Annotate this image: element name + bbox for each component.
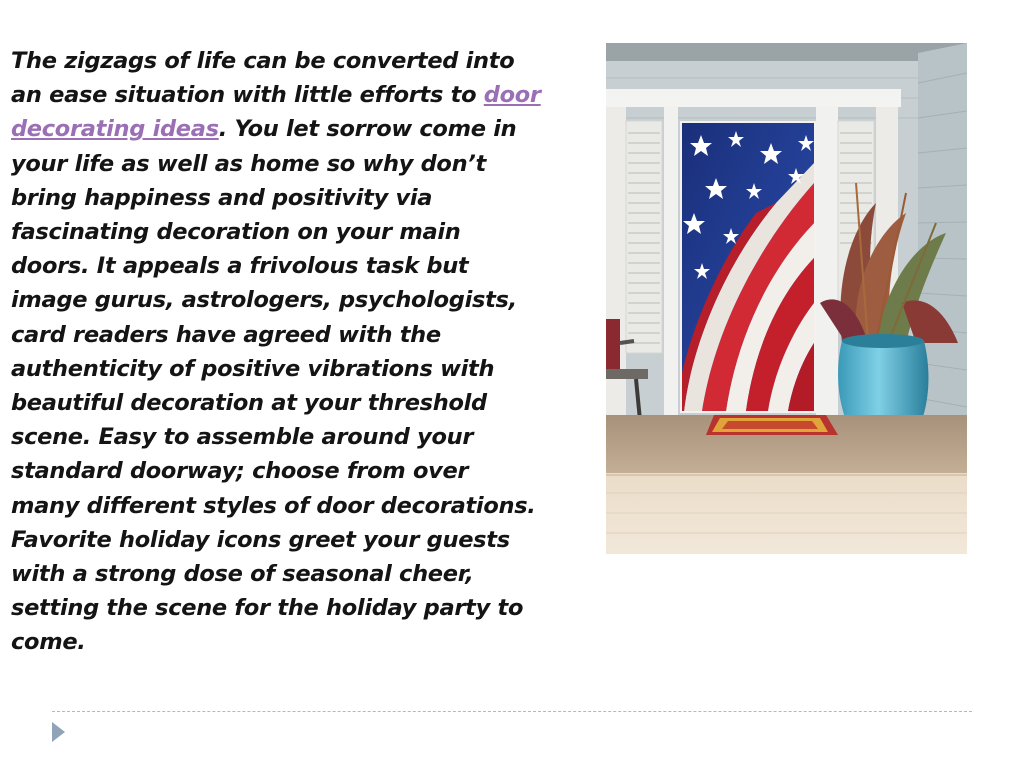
door-decorating-ideas-link[interactable]: door decorating ideas <box>11 82 541 143</box>
body-text-start: The zigzags of life can be converted into an ease situation with little efforts to <box>11 48 515 109</box>
body-text-rest: . You let sorrow come in your life as well as home so why don’t bring happiness and positivity via fascinating decoration on your main doors. It appeals a frivolous task but image gurus, astrologers, psychologists, card readers have agreed with the authenticity of positive vibrations with beautiful decoration at your threshold scene. Easy to assemble around your standard doorway; choose from over many different styles of door decorations. Favorite holiday icons greet your guests with a strong dose of seasonal cheer, setting the scene for the holiday party to come. <box>11 116 536 656</box>
triangle-bullet-icon <box>52 722 65 742</box>
footer-divider <box>52 711 972 712</box>
porch-door-photo <box>606 43 967 554</box>
body-paragraph <box>11 44 541 660</box>
